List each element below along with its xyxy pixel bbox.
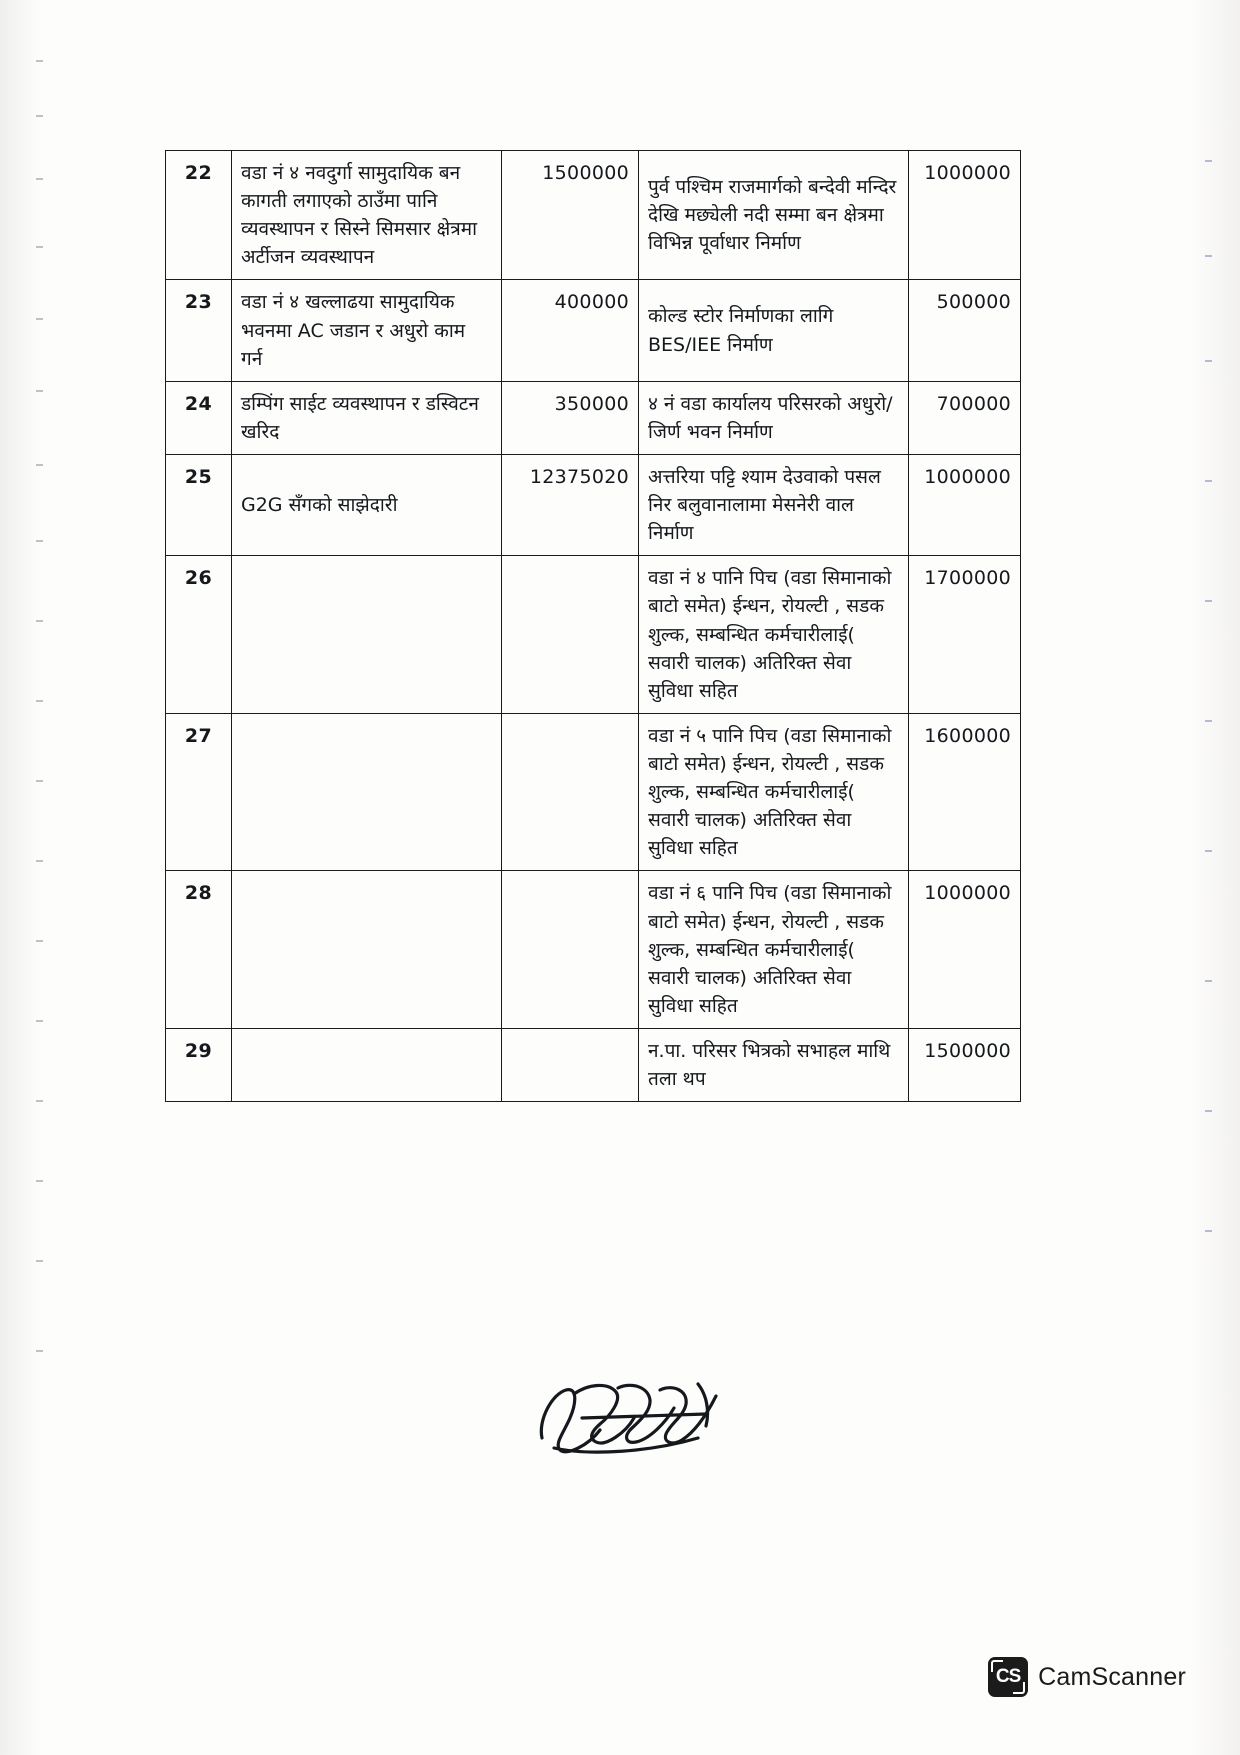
table-row [166, 713, 1021, 871]
row-amount-right: 1600000 [909, 713, 1021, 871]
table-row [166, 454, 1021, 555]
row-amount-left [502, 871, 639, 1029]
budget-table [165, 150, 1021, 1102]
table-row [166, 556, 1021, 714]
row-serial-number: 27 [166, 713, 232, 871]
row-serial-number: 24 [166, 381, 232, 454]
row-description-right [639, 151, 909, 280]
row-description-left [232, 871, 502, 1029]
description-right-text: न.पा. परिसर भित्रको सभाहल माथि तला थप [648, 1039, 891, 1091]
row-description-left [232, 151, 502, 280]
description-left-text: वडा नं ४ खल्लाढया सामुदायिक भवनमा AC जडान र अधुरो काम गर्न [241, 291, 466, 370]
row-description-right [639, 713, 909, 871]
camscanner-watermark [988, 1657, 1186, 1697]
row-description-right [639, 1028, 909, 1101]
description-right-text: पुर्व पश्चिम राजमार्गको बन्देवी मन्दिर देखि मछ्येली नदी सम्मा बन क्षेत्रमा विभिन्न पूर्वाधार निर्माण [648, 176, 897, 255]
row-amount-left [502, 713, 639, 871]
table-row [166, 1028, 1021, 1101]
camscanner-brand-text: CamScanner [1038, 1662, 1186, 1691]
row-description-left [232, 1028, 502, 1101]
row-description-right [639, 280, 909, 381]
table-row [166, 151, 1021, 280]
row-amount-right: 700000 [909, 381, 1021, 454]
row-serial-number: 28 [166, 871, 232, 1029]
description-left-text: डम्पिंग साईट व्यवस्थापन र डस्विटन खरिद [241, 392, 479, 443]
table-row [166, 381, 1021, 454]
row-description-right [639, 454, 909, 555]
row-amount-left: 400000 [502, 280, 639, 381]
description-right-text: ४ नं वडा कार्यालय परिसरको अधुरो/जिर्ण भवन निर्माण [648, 392, 893, 443]
row-amount-left: 350000 [502, 381, 639, 454]
description-right-text: वडा नं ५ पानि पिच (वडा सिमानाको बाटो समेत) ईन्धन, रोयल्टी , सडक शुल्क, सम्बन्धित कर्मचारीलाई( सवारी चालक) अतिरिक्त सेवा सुविधा सहित [648, 724, 892, 860]
row-serial-number: 25 [166, 454, 232, 555]
row-amount-right: 1500000 [909, 1028, 1021, 1101]
row-amount-right: 1000000 [909, 454, 1021, 555]
row-description-left [232, 713, 502, 871]
row-description-left [232, 454, 502, 555]
description-left-text: वडा नं ४ नवदुर्गा सामुदायिक बन कागती लगाएको ठाउँमा पानि व्यवस्थापन र सिस्ने सिमसार क्षेत्रमा अर्टीजन व्यवस्थापन [241, 162, 478, 269]
row-amount-left: 1500000 [502, 151, 639, 280]
signature-mark [530, 1360, 740, 1470]
description-right-text: कोल्ड स्टोर निर्माणका लागि BES/IEE निर्माण [648, 305, 834, 356]
table-row [166, 280, 1021, 381]
row-amount-left [502, 556, 639, 714]
description-left-text: G2G सँगको साझेदारी [241, 494, 398, 517]
row-amount-right: 1000000 [909, 151, 1021, 280]
row-description-right [639, 871, 909, 1029]
row-amount-left: 12375020 [502, 454, 639, 555]
description-right-text: वडा नं ६ पानि पिच (वडा सिमानाको बाटो समेत) ईन्धन, रोयल्टी , सडक शुल्क, सम्बन्धित कर्मचारीलाई( सवारी चालक) अतिरिक्त सेवा सुविधा सहित [648, 882, 892, 1017]
row-description-left [232, 556, 502, 714]
row-serial-number: 22 [166, 151, 232, 280]
row-description-right [639, 556, 909, 714]
row-description-right [639, 381, 909, 454]
description-right-text: अत्तरिया पट्टि श्याम देउवाको पसल निर बलुवानालामा मेसनेरी वाल निर्माण [648, 465, 881, 545]
row-amount-right: 1000000 [909, 871, 1021, 1029]
row-serial-number: 26 [166, 556, 232, 714]
row-description-left [232, 280, 502, 381]
camscanner-logo-icon [988, 1657, 1028, 1697]
table-row [166, 871, 1021, 1029]
row-amount-right: 500000 [909, 280, 1021, 381]
row-amount-right: 1700000 [909, 556, 1021, 714]
description-right-text: वडा नं ४ पानि पिच (वडा सिमानाको बाटो समेत) ईन्धन, रोयल्टी , सडक शुल्क, सम्बन्धित कर्मचारीलाई( सवारी चालक) अतिरिक्त सेवा सुविधा सहित [648, 567, 892, 702]
row-serial-number: 29 [166, 1028, 232, 1101]
row-serial-number: 23 [166, 280, 232, 381]
camscanner-logo-text: CS [995, 1666, 1021, 1687]
row-amount-left [502, 1028, 639, 1101]
row-description-left [232, 381, 502, 454]
